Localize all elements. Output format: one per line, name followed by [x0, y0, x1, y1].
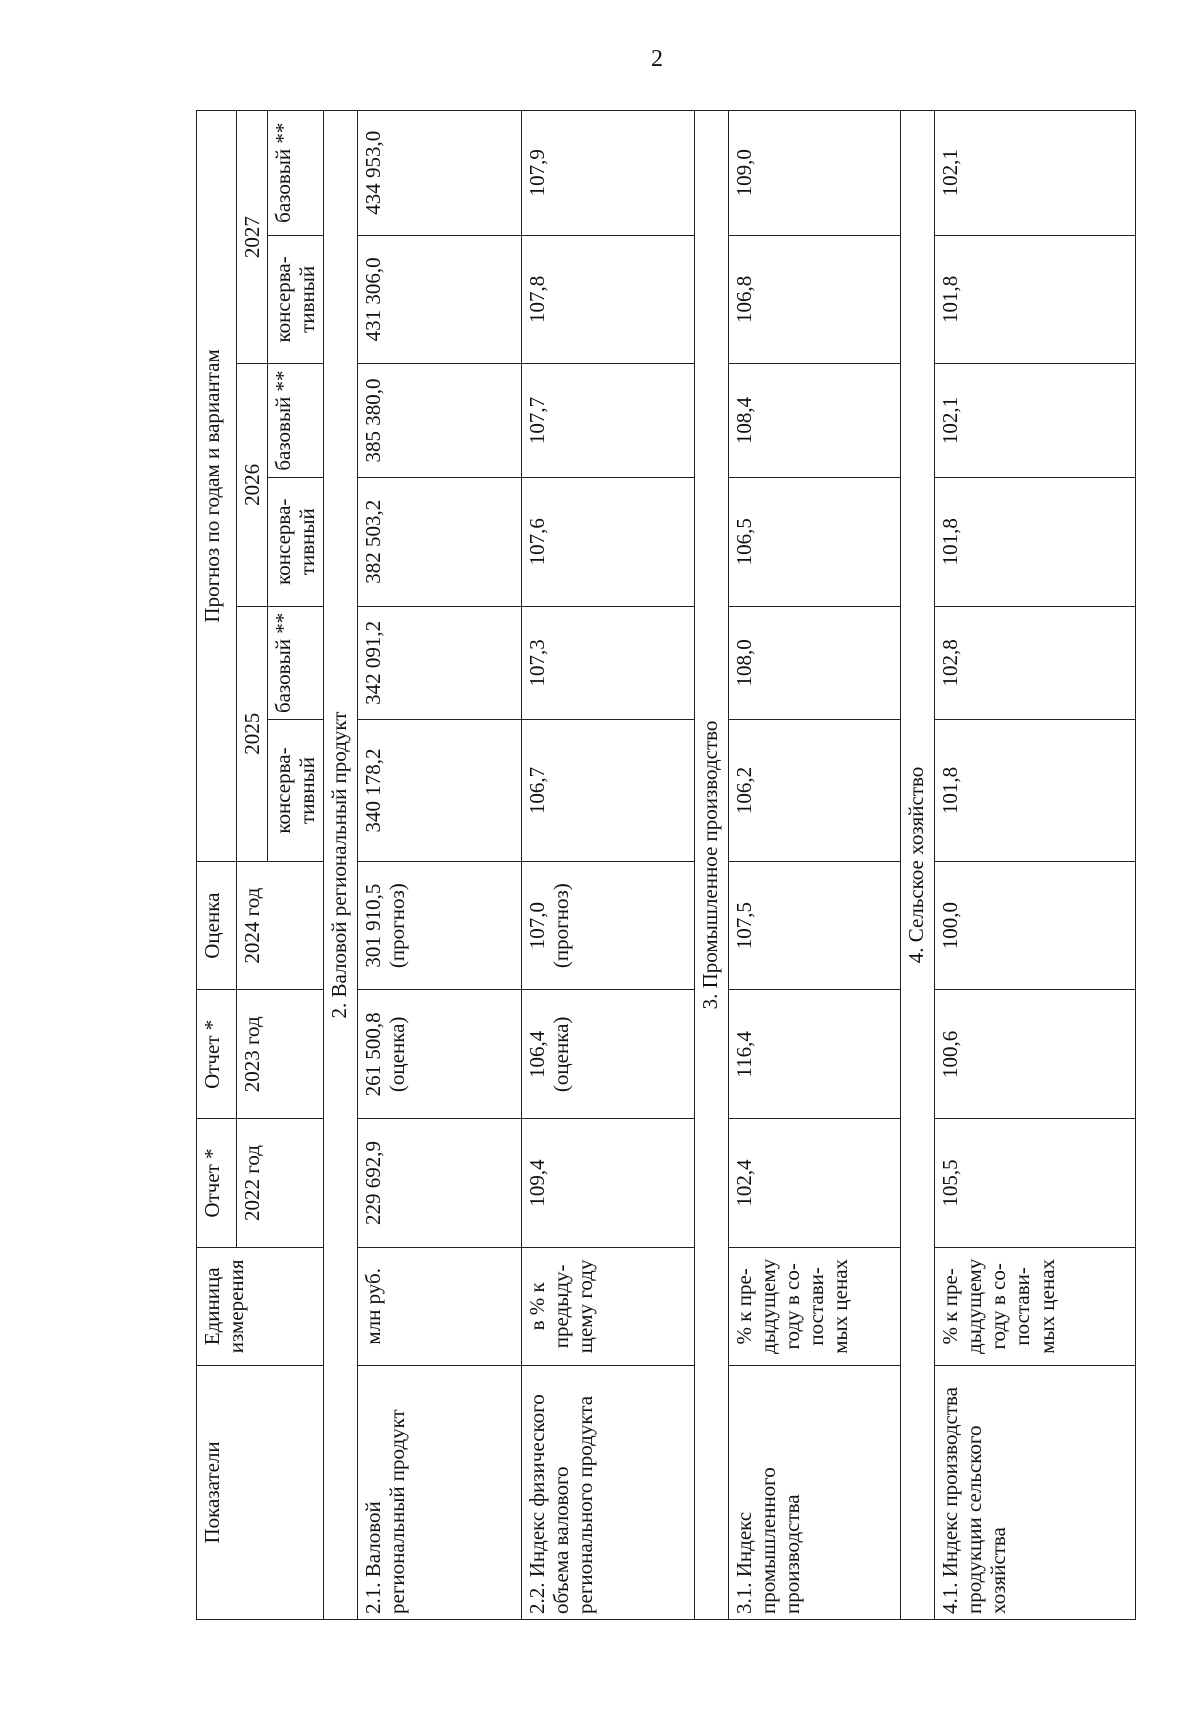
row-unit: % к пре-дыдущему году в со-постави-мых ценах [935, 1247, 1136, 1365]
value-2022: 105,5 [935, 1119, 1136, 1248]
row-name: 2.2. Индекс физического объема валового регионального продукта [522, 1365, 695, 1619]
value-2023-note: (оценка) [384, 1016, 409, 1093]
row-name: 2.1. Валовой региональный продукт [357, 1365, 521, 1619]
header-report-2022: Отчет * [197, 1119, 237, 1248]
value-2026-base: 102,1 [935, 364, 1136, 478]
section-row [901, 111, 935, 1620]
value-2024-note: (прогноз) [384, 883, 409, 969]
value-2027-conservative: 431 306,0 [357, 235, 521, 364]
row-unit: млн руб. [357, 1247, 521, 1365]
page-number: 2 [651, 46, 663, 72]
row-name: 3.1. Индекс промышленного производства [728, 1365, 901, 1619]
value-2026-conservative: 101,8 [935, 477, 1136, 606]
value-2025-conservative: 101,8 [935, 720, 1136, 862]
value-2027-base: 434 953,0 [357, 111, 521, 236]
header-year-2024: 2024 год [237, 861, 324, 990]
forecast-table [196, 110, 1136, 1620]
value-2024-note: (прогноз) [549, 883, 574, 969]
header-indicators: Показатели [197, 1365, 324, 1619]
value-2026-conservative: 106,5 [728, 477, 901, 606]
value-2023-number: 261 500,8 [360, 1012, 385, 1097]
value-2024 [522, 861, 695, 990]
section-row [694, 111, 728, 1620]
value-2024: 107,5 [728, 861, 901, 990]
header-2027-conservative: консерва-тивный [268, 235, 324, 364]
row-unit: в % к предыду-щему году [522, 1247, 695, 1365]
value-2023 [357, 990, 521, 1119]
row-unit: % к пре-дыдущему году в со-постави-мых ценах [728, 1247, 901, 1365]
header-year-2022: 2022 год [237, 1119, 324, 1248]
value-2027-base: 109,0 [728, 111, 901, 236]
value-2026-conservative: 107,6 [522, 477, 695, 606]
header-row-1 [197, 111, 237, 1620]
header-2027-base: базовый ** [268, 111, 324, 236]
value-2025-base: 108,0 [728, 606, 901, 720]
header-2026-base: базовый ** [268, 364, 324, 478]
value-2024-number: 301 910,5 [360, 883, 385, 968]
section-title-3: 3. Промышленное производство [694, 111, 728, 1620]
value-2027-conservative: 107,8 [522, 235, 695, 364]
header-year-2025: 2025 [237, 606, 268, 861]
value-2025-base: 342 091,2 [357, 606, 521, 720]
value-2023: 116,4 [728, 990, 901, 1119]
value-2025-base: 107,3 [522, 606, 695, 720]
header-estimate-2024: Оценка [197, 861, 237, 990]
section-title-4: 4. Сельское хозяйство [901, 111, 935, 1620]
header-report-2023: Отчет * [197, 990, 237, 1119]
value-2022: 102,4 [728, 1119, 901, 1248]
table-row [935, 111, 1136, 1620]
header-2025-conservative: консерва-тивный [268, 720, 324, 862]
value-2024 [357, 861, 521, 990]
header-forecast: Прогноз по годам и вариантам [197, 111, 237, 862]
value-2023 [522, 990, 695, 1119]
value-2024: 100,0 [935, 861, 1136, 990]
value-2025-conservative: 106,2 [728, 720, 901, 862]
value-2025-base: 102,8 [935, 606, 1136, 720]
value-2026-base: 385 380,0 [357, 364, 521, 478]
value-2027-conservative: 101,8 [935, 235, 1136, 364]
value-2024-number: 107,0 [525, 902, 549, 950]
value-2025-conservative: 106,7 [522, 720, 695, 862]
value-2023: 100,6 [935, 990, 1136, 1119]
value-2027-base: 107,9 [522, 111, 695, 236]
table-row [357, 111, 521, 1620]
value-2023-number: 106,4 [525, 1030, 549, 1078]
header-unit: Единица измерения [197, 1247, 324, 1365]
value-2022: 109,4 [522, 1119, 695, 1248]
row-name: 4.1. Индекс производства продукции сельского хозяйства [935, 1365, 1136, 1619]
value-2027-conservative: 106,8 [728, 235, 901, 364]
header-year-2027: 2027 [237, 111, 268, 364]
value-2027-base: 102,1 [935, 111, 1136, 236]
value-2022: 229 692,9 [357, 1119, 521, 1248]
table-row [728, 111, 901, 1620]
section-row [324, 111, 358, 1620]
value-2025-conservative: 340 178,2 [357, 720, 521, 862]
table-row [522, 111, 695, 1620]
header-year-2023: 2023 год [237, 990, 324, 1119]
header-2025-base: базовый ** [268, 606, 324, 720]
header-2026-conservative: консерва-тивный [268, 477, 324, 606]
value-2026-base: 107,7 [522, 364, 695, 478]
header-year-2026: 2026 [237, 364, 268, 606]
rotated-table-container [196, 110, 1136, 1620]
value-2026-conservative: 382 503,2 [357, 477, 521, 606]
section-title-2: 2. Валовой региональный продукт [324, 111, 358, 1620]
value-2023-note: (оценка) [549, 1016, 574, 1093]
value-2026-base: 108,4 [728, 364, 901, 478]
